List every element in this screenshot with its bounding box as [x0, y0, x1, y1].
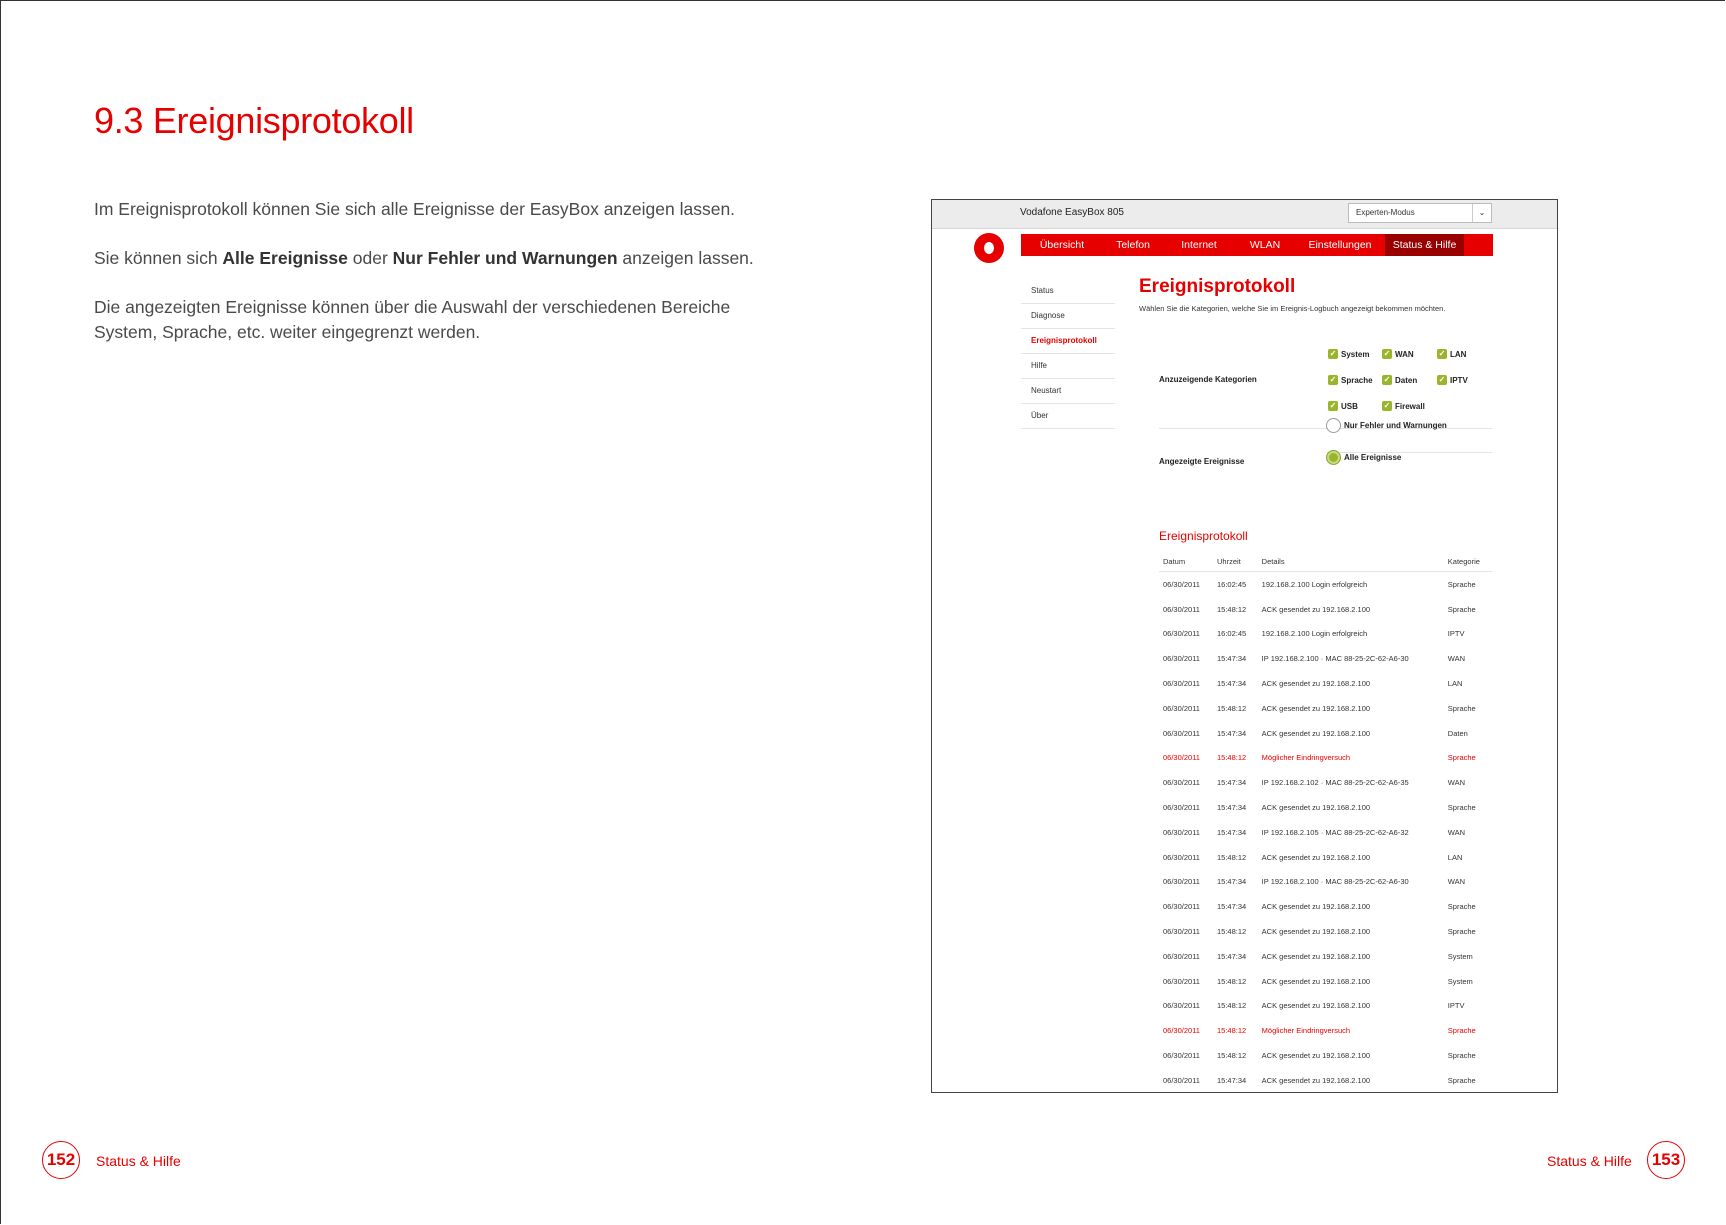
- table-cell: 15:47:34: [1217, 728, 1247, 738]
- table-cell: 06/30/2011: [1163, 629, 1200, 639]
- table-cell: 192.168.2.100 Login erfolgreich: [1261, 629, 1368, 639]
- table-cell: Sprache: [1447, 1026, 1476, 1036]
- table-cell: 06/30/2011: [1163, 778, 1200, 788]
- table-cell: 15:47:34: [1217, 778, 1247, 788]
- table-cell: 06/30/2011: [1163, 1051, 1200, 1061]
- intro-text: [94, 197, 794, 369]
- nav-tab[interactable]: Internet: [1181, 239, 1217, 251]
- table-cell: 06/30/2011: [1163, 753, 1200, 763]
- table-cell: 192.168.2.100 Login erfolgreich: [1261, 579, 1368, 589]
- table-cell: ACK gesendet zu 192.168.2.100: [1261, 927, 1371, 937]
- category-checkbox[interactable]: [1382, 349, 1414, 359]
- table-cell: 06/30/2011: [1163, 1001, 1200, 1011]
- p2-bold-all: Alle Ereignisse: [222, 248, 348, 268]
- table-cell: Sprache: [1447, 1051, 1476, 1061]
- page-number-right: 153: [1647, 1141, 1685, 1179]
- category-checkbox[interactable]: [1328, 375, 1373, 385]
- table-row: [1159, 845, 1492, 870]
- table-cell: 15:48:12: [1217, 604, 1247, 614]
- table-cell: 15:48:12: [1217, 1001, 1247, 1011]
- category-checkbox[interactable]: [1382, 401, 1425, 411]
- p2-mid: oder: [347, 248, 393, 268]
- paragraph-3: Die angezeigten Ereignisse können über die Auswahl der verschiedenen Bereiche System, Sprache, etc. weiter eingegrenzt werden.: [94, 297, 731, 342]
- category-checkbox[interactable]: [1437, 349, 1466, 359]
- table-cell: LAN: [1447, 852, 1463, 862]
- sidebar-item[interactable]: Status: [1021, 279, 1115, 304]
- checkbox-checked-icon: ✓: [1383, 375, 1391, 384]
- table-cell: 06/30/2011: [1163, 604, 1200, 614]
- radio-selected-icon: [1326, 450, 1341, 465]
- main-nav: [1021, 234, 1493, 256]
- table-cell: IPTV: [1447, 1001, 1465, 1011]
- table-cell: 06/30/2011: [1163, 827, 1200, 837]
- table-cell: ACK gesendet zu 192.168.2.100: [1261, 1001, 1371, 1011]
- content-subtitle: Wählen Sie die Kategorien, welche Sie im Ereignis-Logbuch angezeigt bekommen möchten.: [1139, 304, 1446, 313]
- p2-bold-errors: Nur Fehler und Warnungen: [392, 248, 618, 268]
- nav-tab[interactable]: WLAN: [1249, 239, 1281, 251]
- table-cell: 06/30/2011: [1163, 902, 1200, 912]
- table-cell: 15:47:34: [1217, 654, 1247, 664]
- categories-label: Anzuzeigende Kategorien: [1159, 375, 1257, 384]
- column-header: Details: [1258, 551, 1444, 572]
- table-cell: ACK gesendet zu 192.168.2.100: [1261, 803, 1371, 813]
- nav-tab[interactable]: Telefon: [1116, 239, 1150, 251]
- table-cell: System: [1447, 951, 1473, 961]
- table-cell: IP 192.168.2.100 · MAC 88-25-2C-62-A6-30: [1261, 654, 1409, 664]
- table-row: [1159, 1018, 1492, 1043]
- table-cell: 15:48:12: [1217, 1026, 1247, 1036]
- checkbox-label: WAN: [1395, 349, 1414, 359]
- category-checkbox[interactable]: [1382, 375, 1417, 385]
- table-cell: 06/30/2011: [1163, 951, 1200, 961]
- checkbox-checked-icon: ✓: [1438, 349, 1446, 358]
- router-screenshot: [931, 199, 1558, 1093]
- event-log-table: [1159, 551, 1492, 1093]
- table-cell: ACK gesendet zu 192.168.2.100: [1261, 1051, 1371, 1061]
- table-cell: ACK gesendet zu 192.168.2.100: [1261, 852, 1371, 862]
- table-row: [1159, 597, 1492, 622]
- table-cell: Möglicher Eindringversuch: [1261, 753, 1351, 763]
- checkbox-label: LAN: [1450, 349, 1467, 359]
- table-row: [1159, 894, 1492, 919]
- table-cell: IP 192.168.2.100 · MAC 88-25-2C-62-A6-30: [1261, 877, 1409, 887]
- table-cell: 15:48:12: [1217, 852, 1247, 862]
- table-cell: 15:47:34: [1217, 827, 1247, 837]
- table-cell: Sprache: [1447, 703, 1476, 713]
- checkbox-label: USB: [1341, 401, 1358, 411]
- table-cell: 15:48:12: [1217, 753, 1247, 763]
- table-cell: 06/30/2011: [1163, 927, 1200, 937]
- table-cell: 16:02:45: [1217, 629, 1247, 639]
- table-cell: 06/30/2011: [1163, 579, 1200, 589]
- table-cell: Sprache: [1447, 803, 1476, 813]
- table-cell: WAN: [1447, 877, 1466, 887]
- table-row: [1159, 795, 1492, 820]
- category-checkbox[interactable]: [1328, 401, 1358, 411]
- content-title: Ereignisprotokoll: [1139, 276, 1296, 297]
- radio-all-label: Alle Ereignisse: [1344, 453, 1402, 462]
- radio-errors-only[interactable]: [1326, 418, 1447, 433]
- checkbox-checked-icon: ✓: [1383, 401, 1391, 410]
- table-cell: WAN: [1447, 827, 1466, 837]
- table-cell: ACK gesendet zu 192.168.2.100: [1261, 976, 1371, 986]
- table-cell: ACK gesendet zu 192.168.2.100: [1261, 951, 1371, 961]
- sidebar-item[interactable]: Neustart: [1021, 379, 1115, 404]
- table-row: [1159, 1043, 1492, 1068]
- table-cell: 15:48:12: [1217, 1051, 1247, 1061]
- table-cell: ACK gesendet zu 192.168.2.100: [1261, 1075, 1371, 1085]
- checkbox-label: IPTV: [1450, 375, 1468, 385]
- nav-tab[interactable]: Übersicht: [1039, 239, 1085, 251]
- table-cell: 15:47:34: [1217, 951, 1247, 961]
- checkbox-checked-icon: ✓: [1329, 375, 1337, 384]
- checkbox-checked-icon: ✓: [1438, 375, 1446, 384]
- table-cell: 06/30/2011: [1163, 976, 1200, 986]
- table-row: [1159, 820, 1492, 845]
- sidebar-item[interactable]: Diagnose: [1021, 304, 1115, 329]
- table-row: [1159, 919, 1492, 944]
- page-number-left: 152: [42, 1141, 80, 1179]
- table-cell: 06/30/2011: [1163, 728, 1200, 738]
- table-cell: ACK gesendet zu 192.168.2.100: [1261, 604, 1371, 614]
- table-row: [1159, 622, 1492, 647]
- paragraph-1: Im Ereignisprotokoll können Sie sich alle Ereignisse der EasyBox anzeigen lassen.: [94, 199, 736, 219]
- table-cell: 15:48:12: [1217, 976, 1247, 986]
- table-cell: Sprache: [1447, 1075, 1476, 1085]
- table-row: [1159, 572, 1492, 597]
- column-header: Uhrzeit: [1213, 551, 1258, 572]
- table-cell: Sprache: [1447, 902, 1476, 912]
- window-title: Vodafone EasyBox 805: [1020, 207, 1124, 218]
- table-cell: Möglicher Eindringversuch: [1261, 1026, 1351, 1036]
- table-cell: 15:48:12: [1217, 703, 1247, 713]
- table-row: [1159, 944, 1492, 969]
- checkbox-checked-icon: ✓: [1329, 349, 1337, 358]
- table-cell: 16:02:45: [1217, 579, 1247, 589]
- column-header: Datum: [1159, 551, 1213, 572]
- footer-label-left: Status & Hilfe: [96, 1153, 181, 1169]
- table-cell: ACK gesendet zu 192.168.2.100: [1261, 902, 1371, 912]
- radio-icon: [1326, 418, 1341, 433]
- mode-select[interactable]: [1348, 203, 1492, 223]
- table-cell: IP 192.168.2.102 · MAC 88-25-2C-62-A6-35: [1261, 778, 1409, 788]
- checkbox-label: Sprache: [1341, 375, 1373, 385]
- table-cell: 15:47:34: [1217, 1075, 1247, 1085]
- table-cell: Sprache: [1447, 927, 1476, 937]
- table-row: [1159, 646, 1492, 671]
- checkbox-label: System: [1341, 349, 1370, 359]
- sidebar-item[interactable]: Hilfe: [1021, 354, 1115, 379]
- table-cell: 06/30/2011: [1163, 852, 1200, 862]
- title-bar: [932, 200, 1557, 229]
- checkbox-checked-icon: ✓: [1383, 349, 1391, 358]
- table-cell: 06/30/2011: [1163, 654, 1200, 664]
- category-checkbox[interactable]: [1437, 375, 1468, 385]
- table-cell: ACK gesendet zu 192.168.2.100: [1261, 728, 1371, 738]
- sidebar: [1021, 279, 1115, 429]
- table-cell: LAN: [1447, 679, 1463, 689]
- category-checkbox[interactable]: [1328, 349, 1369, 359]
- table-cell: 06/30/2011: [1163, 703, 1200, 713]
- nav-tab[interactable]: Einstellungen: [1308, 239, 1372, 251]
- p2-pre: Sie können sich: [94, 248, 223, 268]
- chevron-down-icon: ⌄: [1472, 204, 1491, 222]
- table-cell: 06/30/2011: [1163, 877, 1200, 887]
- main-content: [1139, 276, 1499, 313]
- table-cell: 15:47:34: [1217, 877, 1247, 887]
- table-header-row: [1159, 551, 1492, 572]
- radio-all-events[interactable]: [1326, 450, 1401, 465]
- table-row: [1159, 969, 1492, 994]
- sidebar-item[interactable]: Über: [1021, 404, 1115, 429]
- table-cell: 15:47:34: [1217, 902, 1247, 912]
- table-cell: 06/30/2011: [1163, 1026, 1200, 1036]
- page-title: 9.3 Ereignisprotokoll: [94, 100, 414, 142]
- table-row: [1159, 870, 1492, 895]
- table-cell: System: [1447, 976, 1473, 986]
- checkbox-label: Daten: [1395, 375, 1418, 385]
- vodafone-logo: [974, 233, 1004, 263]
- table-row: [1159, 671, 1492, 696]
- mode-select-value: Experten-Modus: [1356, 208, 1415, 217]
- events-label: Angezeigte Ereignisse: [1159, 457, 1245, 466]
- table-row: [1159, 770, 1492, 795]
- table-cell: 06/30/2011: [1163, 1075, 1200, 1085]
- radio-errors-label: Nur Fehler und Warnungen: [1344, 421, 1447, 430]
- table-cell: IP 192.168.2.105 · MAC 88-25-2C-62-A6-32: [1261, 827, 1409, 837]
- table-cell: Sprache: [1447, 604, 1476, 614]
- column-header: Kategorie: [1444, 551, 1492, 572]
- table-row: [1159, 994, 1492, 1019]
- table-cell: 15:47:34: [1217, 679, 1247, 689]
- footer-label-right: Status & Hilfe: [1547, 1153, 1632, 1169]
- table-row: [1159, 721, 1492, 746]
- table-cell: ACK gesendet zu 192.168.2.100: [1261, 679, 1371, 689]
- table-row: [1159, 1068, 1492, 1093]
- table-cell: 15:48:12: [1217, 927, 1247, 937]
- table-cell: 06/30/2011: [1163, 679, 1200, 689]
- table-cell: 06/30/2011: [1163, 803, 1200, 813]
- paragraph-2: [94, 246, 794, 271]
- log-title: Ereignisprotokoll: [1159, 529, 1248, 543]
- table-cell: WAN: [1447, 778, 1466, 788]
- table-cell: 15:47:34: [1217, 803, 1247, 813]
- table-cell: Sprache: [1447, 579, 1476, 589]
- table-cell: Sprache: [1447, 753, 1476, 763]
- checkbox-label: Firewall: [1395, 401, 1425, 411]
- table-body: [1159, 572, 1492, 1093]
- p2-post: anzeigen lassen.: [617, 248, 754, 268]
- nav-tab[interactable]: Status & Hilfe: [1385, 234, 1464, 256]
- checkbox-checked-icon: ✓: [1329, 401, 1337, 410]
- table-cell: ACK gesendet zu 192.168.2.100: [1261, 703, 1371, 713]
- sidebar-item[interactable]: Ereignisprotokoll: [1021, 329, 1115, 354]
- table-cell: WAN: [1447, 654, 1466, 664]
- table-row: [1159, 696, 1492, 721]
- table-row: [1159, 746, 1492, 771]
- table-cell: Daten: [1447, 728, 1468, 738]
- table-cell: IPTV: [1447, 629, 1465, 639]
